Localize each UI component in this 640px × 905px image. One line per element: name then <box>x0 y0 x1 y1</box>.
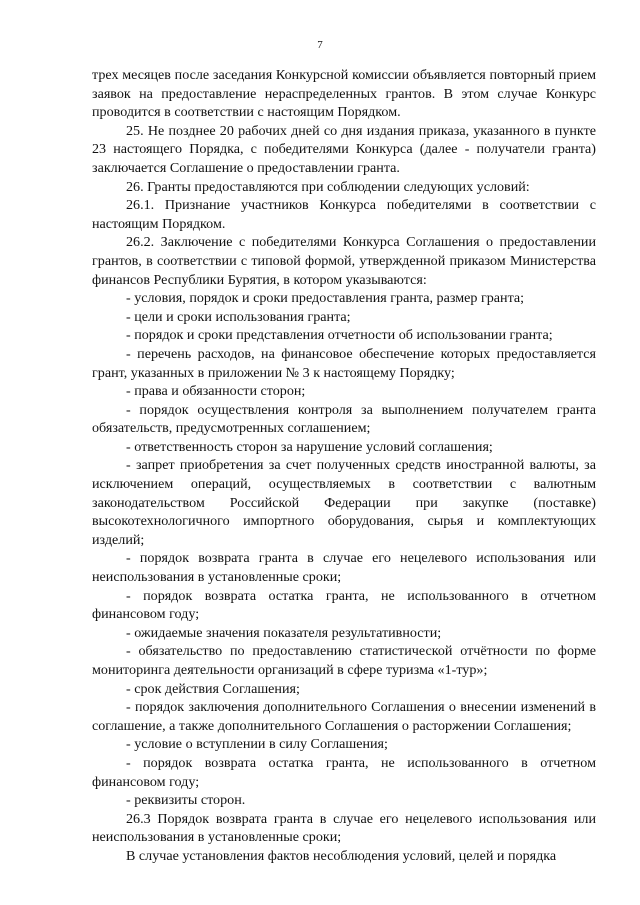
paragraph: 26.2. Заключение с победителями Конкурса Соглашения о предоставлении грантов, в соответствии с типовой формой, утвержденной приказом Министерства финансов Республики Бурятия, в котором указываются: <box>92 234 596 288</box>
paragraph: - порядок возврата гранта в случае его нецелевого использования или неиспользования в установленные сроки; <box>92 550 596 586</box>
paragraph: - реквизиты сторон. <box>126 792 246 809</box>
paragraph: 26.3 Порядок возврата гранта в случае его нецелевого использования или неиспользования в установленные сроки; <box>92 810 596 846</box>
paragraph: 25. Не позднее 20 рабочих дней со дня издания приказа, указанного в пункте 23 настоящего Порядка, с победителями Конкурса (далее - получатели гранта) заключается Соглашение о предоставлении гранта. <box>92 122 596 176</box>
paragraph: В случае установления фактов несоблюдения условий, целей и порядка <box>126 847 557 864</box>
paragraph: - перечень расходов, на финансовое обеспечение которых предоставляется грант, указанных в приложении № 3 к настоящему Порядку; <box>92 345 596 381</box>
paragraph: - срок действия Соглашения; <box>126 680 300 697</box>
paragraph: - цели и сроки использования гранта; <box>126 308 351 325</box>
paragraph: - порядок возврата остатка гранта, не использованного в отчетном финансовом году; <box>92 587 596 623</box>
paragraph: - ответственность сторон за нарушение условий соглашения; <box>126 438 493 455</box>
paragraph: 26.1. Признание участников Конкурса победителями в соответствии с настоящим Порядком. <box>92 197 596 232</box>
paragraph: 26. Гранты предоставляются при соблюдении следующих условий: <box>126 178 530 195</box>
paragraph: - ожидаемые значения показателя результативности; <box>126 624 442 641</box>
paragraph: - порядок осуществления контроля за выполнением получателем гранта обязательств, предусмотренных соглашением; <box>92 401 596 437</box>
paragraph: - условие о вступлении в силу Соглашения; <box>126 736 388 753</box>
document-body <box>92 66 596 866</box>
paragraph: - условия, порядок и сроки предоставления гранта, размер гранта; <box>126 290 525 307</box>
paragraph: - обязательство по предоставлению статистической отчётности по форме мониторинга деятельности организаций в сфере туризма «1-тур»; <box>92 643 596 678</box>
paragraph: - порядок и сроки представления отчетности об использовании гранта; <box>126 327 553 344</box>
page-number: 7 <box>317 39 323 51</box>
paragraph: - порядок заключения дополнительного Соглашения о внесении изменений в соглашение, а также дополнительного Соглашения о расторжении Соглашения; <box>92 699 596 734</box>
paragraph: - запрет приобретения за счет полученных средств иностранной валюты, за исключением операций, осуществляемых в соответствии с валютным законодательством Российской Федерации при закупке (поставке) высокотехнологичного импортного оборудования, сырья и комплектующих изделий; <box>92 457 596 548</box>
paragraph: трех месяцев после заседания Конкурсной комиссии объявляется повторный прием заявок на предоставление нераспределенных грантов. В этом случае Конкурс проводится в соответствии с настоящим Порядком. <box>92 67 596 121</box>
paragraph: - права и обязанности сторон; <box>126 383 306 400</box>
paragraph: - порядок возврата остатка гранта, не использованного в отчетном финансовом году; <box>92 754 596 790</box>
